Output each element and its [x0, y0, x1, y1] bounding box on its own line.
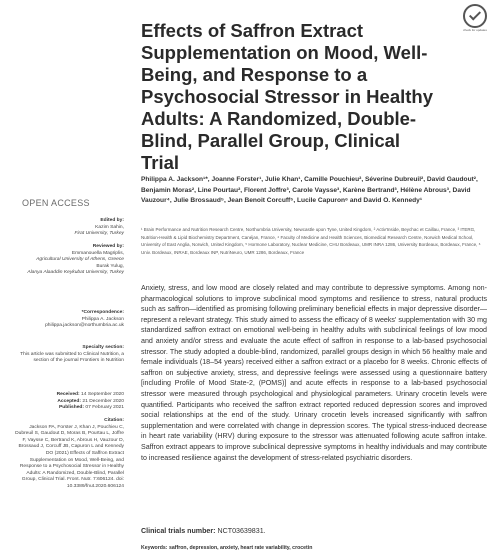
specialty-section — [14, 345, 124, 365]
clinical-trials-id[interactable]: NCT03639831. — [217, 527, 266, 535]
reviewed-by-section — [14, 244, 124, 277]
checkmark-icon — [463, 4, 487, 28]
dates-section — [14, 392, 124, 412]
specialty-label: Specialty section: — [82, 345, 124, 350]
specialty-text: This article was submitted to Clinical Nutrition, a section of the journal Frontiers in Nutrition — [20, 351, 124, 364]
accepted-label: Accepted: — [57, 398, 82, 404]
check-updates-label: check for updates — [463, 28, 487, 32]
keywords-label: Keywords: — [141, 545, 168, 551]
editor-affiliation: Firat University, Turkey — [74, 231, 124, 237]
abstract-text: Anxiety, stress, and low mood are closely related and may contribute to depressive symptoms. Among non-pharmacological solutions to improve subclinical mood symptoms and resilience to stress, natural products such as saffron—identified as promising following preliminary beneficial effects in major depressive disorder—represent a relevant strategy. This study aimed to assess the efficacy of 8 weeks' supplementation with 30 mg standardized saffron extract on emotional well-being in healthy adults with subclinical feelings of low mood and anxiety and/or stress and evaluate the acute effect of saffron in response to a lab-based psychosocial stressor. The study adopted a double-blind, randomized, parallel groups design in which 56 healthy male and female individuals (18–54 years) received either a saffron extract or a placebo for 8 weeks. Chronic effects of saffron on subjective anxiety, stress, and depressive feelings were assessed using a questionnaire battery [including Profile of Mood State-2, (POMS)] and acute effects in response to a lab-based psychosocial stressor were measured through psychological and physiological parameters. Urinary crocetin levels were quantified. Participants who received the saffron extract reported reduced depression scores and improved social relationships at the end of the study. Urinary crocetin levels increased significantly with saffron supplementation and were correlated with change in depression scores. The typical stress-induced decrease in heart rate variability (HRV) during exposure to the stressor was attenuated following acute saffron intake. Saffron extract appears to improve subclinical depressive symptoms in healthy individuals and may contribute to increased resilience against the development of stress-related psychiatric disorders. — [141, 284, 487, 462]
citation-text: Jackson PA, Forster J, Khan J, Pouchieu C, Dubreuil S, Gaudout D, Moras B, Pourtau L, Joffre F, Vaysse C, Bertrand K, Abrous H, Vauzour D, Brossaud J, Corcuff JB, Capuron L and Kennedy DO (2021) Effects of Saffron Extract Supplementation on Mood, Well-Being, and Response to a Psychosocial Stressor in Healthy Adults: A Randomized, Double-Blind, Parallel Group, Clinical Trial. Front. Nutr. 7:606124. doi: 10.3389/fnut.2020.606124 — [15, 424, 124, 489]
clinical-trials-label: Clinical trials number: — [141, 527, 216, 535]
published-label: Published: — [59, 405, 85, 411]
article-title: Effects of Saffron Extract Supplementation on Mood, Well-Being, and Response to a Psychosocial Stressor in Healthy Adults: A Randomized, Double-Blind, Parallel Group, Clinical Trial — [141, 20, 434, 173]
author-list: Philippa A. Jackson¹*, Joanne Forster¹, Julie Khan¹, Camille Pouchieu², Séverine Dubreuil², David Gaudout², Benjamin Moras², Line Pourtau², Florent Joffre³, Carole Vaysse³, Karène Bertrand³, Hélène Abrous³, David Vauzour⁴, Julie Brossaud⁵, Jean Benoit Corcuff⁵, Lucile Capuron⁶ and David O. Kennedy¹ — [141, 176, 478, 205]
keywords-line — [141, 545, 312, 551]
open-access-label: OPEN ACCESS — [22, 198, 90, 208]
editor-name: Kazim Sahin, — [95, 224, 124, 230]
correspondence-section — [14, 310, 124, 330]
correspondence-label: *Correspondence: — [81, 310, 124, 315]
reviewer-2-affiliation: Alanya Alaaddin Keykubat University, Turkey — [27, 270, 124, 276]
citation-section — [14, 418, 124, 491]
keywords-values: saffron, depression, anxiety, heart rate variability, crocetin — [168, 545, 313, 551]
edited-by-label: Edited by: — [100, 218, 124, 223]
reviewer-2-name: Burak Yulug, — [96, 263, 124, 269]
correspondent-name: Philippa A. Jackson — [81, 316, 124, 322]
reviewed-by-label: Reviewed by: — [92, 244, 124, 249]
correspondent-email[interactable]: philippa.jackson@northumbria.ac.uk — [45, 323, 124, 329]
reviewer-1-name: Emmanouella Magriplis, — [71, 250, 124, 256]
check-for-updates-badge[interactable] — [462, 4, 488, 30]
accepted-date: 21 December 2020 — [82, 398, 124, 404]
reviewer-1-affiliation: Agricultural University of Athens, Greece — [36, 257, 124, 263]
received-date: 14 September 2020 — [81, 392, 124, 397]
affiliations: ¹ Brain Performance and Nutrition Research Centre, Northumbria University, Newcastle upon Tyne, United Kingdom, ² Activ'Inside, Beychac et Caillau, France, ³ ITERG, Nutrition-Health & Lipid Biochemistry Department, Canéjan, France, ⁴ Faculty of Medicine and Health Sciences, Biomedical Research Centre, Norwich Medical School, University of East Anglia, Norwich, United Kingdom, ⁵ Hormone Laboratory, Nuclear Medicine, CHU Bordeaux, UMR INRA 1286, University Bordeaux, Bordeaux, France, ⁶ Univ. Bordeaux, INRAE, Bordeaux INP, NutriNeuro, UMR 1286, Bordeaux, France — [141, 227, 481, 255]
published-date: 07 February 2021 — [85, 405, 124, 411]
citation-label: Citation: — [104, 418, 124, 423]
clinical-trials-number — [141, 527, 266, 535]
edited-by-section — [14, 218, 124, 238]
received-label: Received: — [56, 392, 80, 397]
